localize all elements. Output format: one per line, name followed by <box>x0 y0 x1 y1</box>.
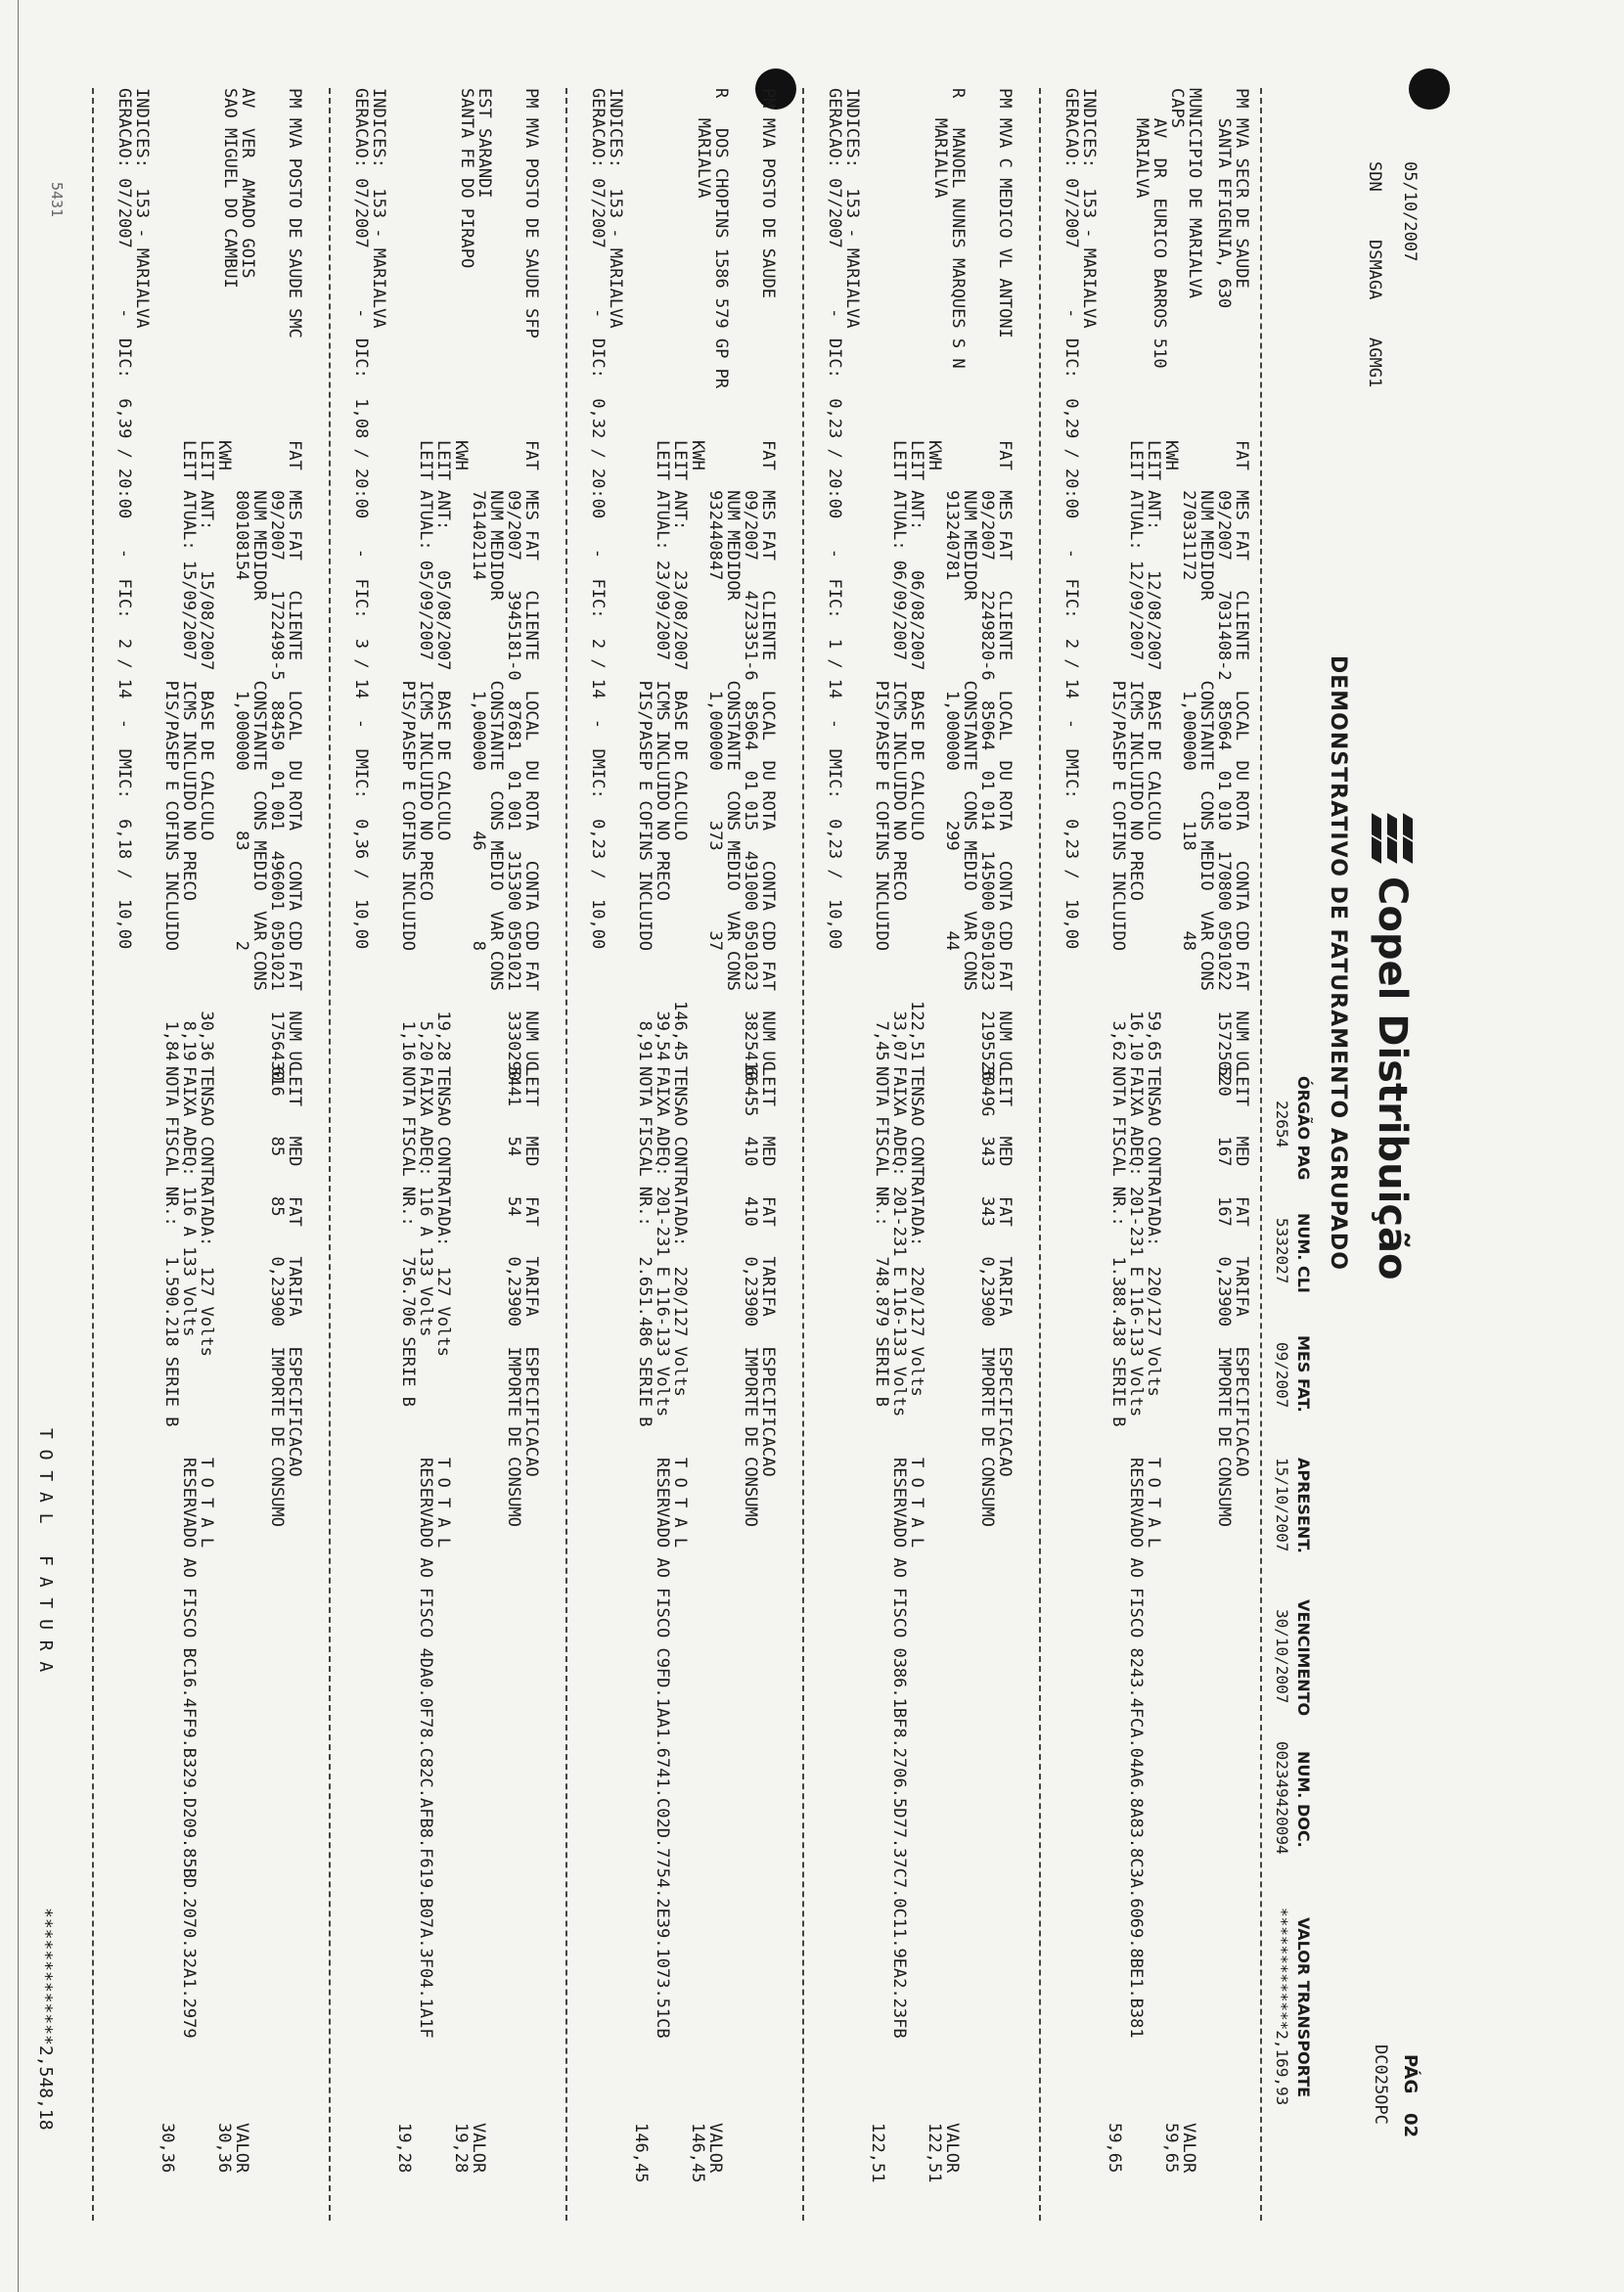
record-r3: NUM MEDIDOR CONSTANTE CONS MEDIO VAR CONS <box>960 440 979 991</box>
record-l7: INDICES: 153 - MARIALVA <box>369 88 388 329</box>
record-v1: VALOR <box>705 2123 725 2174</box>
record-r5: KWH <box>688 440 707 471</box>
user-code-b: AGMG1 <box>1365 337 1384 388</box>
record-divider <box>565 88 567 2221</box>
record-r1: FAT MES FAT CLIENTE LOCAL DU ROTA CONTA CDD FAT NUM UC <box>1232 440 1251 1071</box>
record-m3: TENSAO CONTRATADA: 220/127 Volts <box>670 1066 690 1397</box>
record-r2: 09/2007 2249820-6 85064 01 014 145000 0501023 2195526 <box>977 440 997 1082</box>
col-num-doc: NUM. DOC. <box>1294 1751 1313 1848</box>
brand-name: Copel Distribuição <box>1370 876 1415 1281</box>
record-r7: LEIT ATUAL: 05/09/2007 ICMS INCLUIDO NO PRECO 5,20 <box>416 440 435 1061</box>
record-r7: LEIT ATUAL: 23/09/2007 ICMS INCLUIDO NO PRECO 39,54 <box>653 440 672 1061</box>
record-r1: FAT MES FAT CLIENTE LOCAL DU ROTA CONTA CDD FAT NUM UC <box>995 440 1015 1071</box>
record-t1: T O T A L <box>433 1458 453 1549</box>
record-r6: LEIT ANT: 06/08/2007 BASE DE CALCULO 122,51 <box>907 440 926 1061</box>
record-m2: 66455 410 410 0,23900 IMPORTE DE CONSUMO <box>741 1066 760 1527</box>
record-l3: EST SARANDI <box>474 88 494 199</box>
record-m4: FAIXA ADEQ: 201-231 E 116-133 Volts <box>1126 1066 1146 1417</box>
grand-total-value: *************2,548,18 <box>35 1908 56 2131</box>
record-l3: R DOS CHOPINS 1586 579 GP PR <box>711 88 731 389</box>
record-v2: 146,45 <box>688 2123 707 2183</box>
report-title: DEMONSTRATIVO DE FATURAMENTO AGRUPADO <box>1326 655 1350 1271</box>
record-r8: PIS/PASEP E COFINS INCLUIDO 3,62 <box>1108 440 1128 1061</box>
record-r8: PIS/PASEP E COFINS INCLUIDO 1,16 <box>398 440 418 1061</box>
record-l7: INDICES: 153 - MARIALVA <box>132 88 152 329</box>
user-code-a: DSMAGA <box>1365 240 1384 300</box>
record-t1: T O T A L <box>670 1458 690 1549</box>
record-m4: FAIXA ADEQ: 116 A 133 Volts <box>179 1066 199 1337</box>
record-r8: PIS/PASEP E COFINS INCLUIDO 8,91 <box>635 440 654 1061</box>
record-l8: GERACAO: 07/2007 - DIC: 6,39 / 20:00 - FIC: 2 / 14 - DMIC: 6,18 / 10,00 <box>114 88 134 950</box>
record-l4: MARIALVA <box>930 88 950 199</box>
page-label: PÁG <box>1400 2054 1421 2094</box>
record-r3: NUM MEDIDOR CONSTANTE CONS MEDIO VAR CONS <box>486 440 506 991</box>
header-divider <box>1260 88 1262 2221</box>
record-m5: NOTA FISCAL NR.: 756.706 SERIE B <box>398 1066 418 1407</box>
record-l7: INDICES: 153 - MARIALVA <box>842 88 862 329</box>
record-r5: KWH <box>451 440 471 471</box>
num-cli-value: 5332027 <box>1273 1218 1291 1284</box>
record-m3: TENSAO CONTRATADA: 220/127 Volts <box>907 1066 926 1397</box>
num-doc-value: 002349420094 <box>1273 1741 1291 1855</box>
record-r8: PIS/PASEP E COFINS INCLUIDO 7,45 <box>872 440 891 1061</box>
record-t2: RESERVADO AO FISCO 4DA0.0F78.C82C.AFB8.F619.B07A.3F04.1A1F <box>416 1458 435 2039</box>
record-l8: GERACAO: 07/2007 - DIC: 0,32 / 20:00 - FIC: 2 / 14 - DMIC: 0,23 / 10,00 <box>588 88 608 950</box>
record-t2: RESERVADO AO FISCO BC16.4FF9.B329.D209.85BD.2070.32A1.2979 <box>179 1458 199 2039</box>
record-m4: FAIXA ADEQ: 201-231 E 116-133 Volts <box>889 1066 909 1417</box>
record-v1: VALOR <box>469 2123 488 2174</box>
record-divider <box>802 88 804 2221</box>
record-m4: FAIXA ADEQ: 201-231 E 116-133 Volts <box>653 1066 672 1417</box>
record-l1: PM MVA C MEDICO VL ANTONI <box>995 88 1015 338</box>
record-v2: 30,36 <box>214 2123 234 2174</box>
record-v2: 122,51 <box>925 2123 944 2183</box>
record-m2: 3049G 343 343 0,23900 IMPORTE DE CONSUMO <box>977 1066 997 1527</box>
record-m1: LEIT MED FAT TARIFA ESPECIFICACAO <box>758 1066 778 1477</box>
record-m5: NOTA FISCAL NR.: 1.590.218 SERIE B <box>161 1066 181 1427</box>
record-m1: LEIT MED FAT TARIFA ESPECIFICACAO <box>521 1066 541 1477</box>
record-r4: 270331172 1,000000 118 48 <box>1179 440 1198 951</box>
record-m2: 520 167 167 0,23900 IMPORTE DE CONSUMO <box>1214 1066 1234 1527</box>
company-logo <box>1366 812 1419 1281</box>
record-l3: R MANOEL NUNES MARQUES S N <box>948 88 968 369</box>
record-r8: PIS/PASEP E COFINS INCLUIDO 1,84 <box>161 440 181 1061</box>
col-apresent: APRESENT. <box>1294 1458 1313 1553</box>
col-mes-fat: MES FAT. <box>1294 1335 1313 1413</box>
col-num-cli: NUM. CLI <box>1294 1213 1313 1293</box>
record-r1: FAT MES FAT CLIENTE LOCAL DU ROTA CONTA CDD FAT NUM UC <box>758 440 778 1071</box>
record-l7: INDICES: 153 - MARIALVA <box>606 88 625 329</box>
record-v1: VALOR <box>1179 2123 1198 2174</box>
record-l4: CAPS <box>1167 88 1187 128</box>
record-r5: KWH <box>1161 440 1181 471</box>
record-v3: 122,51 <box>868 2123 887 2183</box>
record-v2: 19,28 <box>451 2123 471 2174</box>
record-m5: NOTA FISCAL NR.: 748.879 SERIE B <box>872 1066 891 1407</box>
record-t2: RESERVADO AO FISCO C9FD.1AA1.6741.C02D.7754.2E39.1073.51CB <box>653 1458 672 2039</box>
mes-fat-value: 09/2007 <box>1273 1342 1291 1409</box>
valor-transporte-value: *************2,169,93 <box>1273 1908 1291 2106</box>
record-t1: T O T A L <box>907 1458 926 1549</box>
record-l4: SAO MIGUEL DO CAMBUI <box>220 88 240 289</box>
record-r6: LEIT ANT: 23/08/2007 BASE DE CALCULO 146,45 <box>670 440 690 1061</box>
record-v1: VALOR <box>942 2123 962 2174</box>
apresent-value: 15/10/2007 <box>1273 1458 1291 1552</box>
record-r1: FAT MES FAT CLIENTE LOCAL DU ROTA CONTA CDD FAT NUM UC <box>521 440 541 1071</box>
vencimento-value: 30/10/2007 <box>1273 1609 1291 1704</box>
page-number: 02 <box>1400 2113 1421 2138</box>
record-v3: 30,36 <box>158 2123 177 2174</box>
record-r4: 761402114 1,000000 46 8 <box>469 440 488 951</box>
col-vencimento: VENCIMENTO <box>1294 1599 1313 1717</box>
record-m1: LEIT MED FAT TARIFA ESPECIFICACAO <box>1232 1066 1251 1477</box>
record-m1: LEIT MED FAT TARIFA ESPECIFICACAO <box>995 1066 1015 1477</box>
record-t1: T O T A L <box>1144 1458 1163 1549</box>
record-m2: 5441 54 54 0,23900 IMPORTE DE CONSUMO <box>504 1066 523 1527</box>
record-r5: KWH <box>214 440 234 471</box>
record-t2: RESERVADO AO FISCO 8243.4FCA.04A6.8A83.8C3A.6069.8BE1.B381 <box>1126 1458 1146 2039</box>
record-m1: LEIT MED FAT TARIFA ESPECIFICACAO <box>285 1066 304 1477</box>
record-divider <box>329 88 331 2221</box>
record-r4: 932440847 1,000000 373 37 <box>705 440 725 951</box>
record-r3: NUM MEDIDOR CONSTANTE CONS MEDIO VAR CONS <box>1196 440 1216 991</box>
record-m2: 616 85 85 0,23900 IMPORTE DE CONSUMO <box>267 1066 287 1527</box>
record-m5: NOTA FISCAL NR.: 2.651.486 SERIE B <box>635 1066 654 1427</box>
record-m3: TENSAO CONTRATADA: 220/127 Volts <box>1144 1066 1163 1397</box>
record-r6: LEIT ANT: 12/08/2007 BASE DE CALCULO 59,65 <box>1144 440 1163 1061</box>
col-orgao-pag: ÓRGÃO PAG <box>1294 1076 1313 1181</box>
record-t2: RESERVADO AO FISCO 0386.1BF8.2706.5D77.37C7.0C11.9EA2.23FB <box>889 1458 909 2039</box>
record-l1: PM MVA POSTO DE SAUDE <box>758 88 778 298</box>
record-r3: NUM MEDIDOR CONSTANTE CONS MEDIO VAR CONS <box>249 440 269 991</box>
record-r4: 800108154 1,000000 83 2 <box>232 440 251 951</box>
record-l6: MARIALVA <box>1132 88 1151 199</box>
record-l8: GERACAO: 07/2007 - DIC: 1,08 / 20:00 - FIC: 3 / 14 - DMIC: 0,36 / 10,00 <box>351 88 371 950</box>
record-r5: KWH <box>925 440 944 471</box>
record-r7: LEIT ATUAL: 15/09/2007 ICMS INCLUIDO NO PRECO 8,19 <box>179 440 199 1061</box>
record-l8: GERACAO: 07/2007 - DIC: 0,29 / 20:00 - FIC: 2 / 14 - DMIC: 0,23 / 10,00 <box>1061 88 1081 950</box>
record-l8: GERACAO: 07/2007 - DIC: 0,23 / 20:00 - FIC: 1 / 14 - DMIC: 0,23 / 10,00 <box>825 88 844 950</box>
record-r2: 09/2007 3945181-0 87681 01 001 315300 0501021 3330290 <box>504 440 523 1082</box>
record-r3: NUM MEDIDOR CONSTANTE CONS MEDIO VAR CONS <box>723 440 743 991</box>
record-m3: TENSAO CONTRATADA: 127 Volts <box>433 1066 453 1357</box>
record-r4: 913240781 1,000000 299 44 <box>942 440 962 951</box>
record-m5: NOTA FISCAL NR.: 1.388.438 SERIE B <box>1108 1066 1128 1427</box>
side-stamp: 5431 <box>48 181 67 218</box>
record-l3: MUNICIPIO DE MARIALVA <box>1185 88 1204 298</box>
copel-logo-icon <box>1366 812 1419 865</box>
record-l2: SANTA EFIGENIA, 630 <box>1214 88 1234 309</box>
record-v2: 59,65 <box>1161 2123 1181 2174</box>
record-t1: T O T A L <box>197 1458 216 1549</box>
record-divider <box>92 88 94 2221</box>
record-r1: FAT MES FAT CLIENTE LOCAL DU ROTA CONTA CDD FAT NUM UC <box>285 440 304 1071</box>
record-v1: VALOR <box>232 2123 251 2174</box>
record-r2: 09/2007 1722498-5 88450 01 001 496001 0501021 1756430 <box>267 440 287 1082</box>
record-r7: LEIT ATUAL: 06/09/2007 ICMS INCLUIDO NO PRECO 33,07 <box>889 440 909 1061</box>
record-l1: PM MVA POSTO DE SAUDE SFP <box>521 88 541 338</box>
record-v3: 146,45 <box>631 2123 651 2183</box>
record-r6: LEIT ANT: 05/08/2007 BASE DE CALCULO 19,28 <box>433 440 453 1061</box>
record-l4: SANTA FE DO PIRAPO <box>457 88 476 269</box>
record-r6: LEIT ANT: 15/08/2007 BASE DE CALCULO 30,36 <box>197 440 216 1061</box>
system-code: SDN <box>1365 161 1384 192</box>
record-v3: 19,28 <box>394 2123 414 2174</box>
form-code: DC025OPC <box>1371 2045 1390 2125</box>
grand-total-label: T O T A L F A T U R A <box>35 1428 56 1673</box>
record-l7: INDICES: 153 - MARIALVA <box>1079 88 1099 329</box>
record-l4: MARIALVA <box>694 88 713 199</box>
record-m4: FAIXA ADEQ: 116 A 133 Volts <box>416 1066 435 1337</box>
rotated-document <box>0 88 1419 2221</box>
record-l5: AV DR EURICO BARROS 510 <box>1150 88 1169 369</box>
print-date: 05/10/2007 <box>1400 161 1420 262</box>
record-m3: TENSAO CONTRATADA: 127 Volts <box>197 1066 216 1357</box>
record-v3: 59,65 <box>1105 2123 1124 2174</box>
record-l1: PM MVA SECR DE SAUDE <box>1232 88 1251 289</box>
record-l3: AV VER AMADO GOIS <box>238 88 257 279</box>
record-divider <box>1039 88 1041 2221</box>
record-r7: LEIT ATUAL: 12/09/2007 ICMS INCLUIDO NO PRECO 16,10 <box>1126 440 1146 1061</box>
col-valor-transporte: VALOR TRANSPORTE <box>1294 1917 1313 2098</box>
record-r2: 09/2007 7031408-2 85064 01 010 170800 0501022 1572502 <box>1214 440 1234 1082</box>
record-l1: PM MVA POSTO DE SAUDE SMC <box>285 88 304 338</box>
orgao-pag-value: 22654 <box>1273 1101 1291 1148</box>
record-r2: 09/2007 4723351-6 85064 01 015 491000 0501023 3825410 <box>741 440 760 1082</box>
